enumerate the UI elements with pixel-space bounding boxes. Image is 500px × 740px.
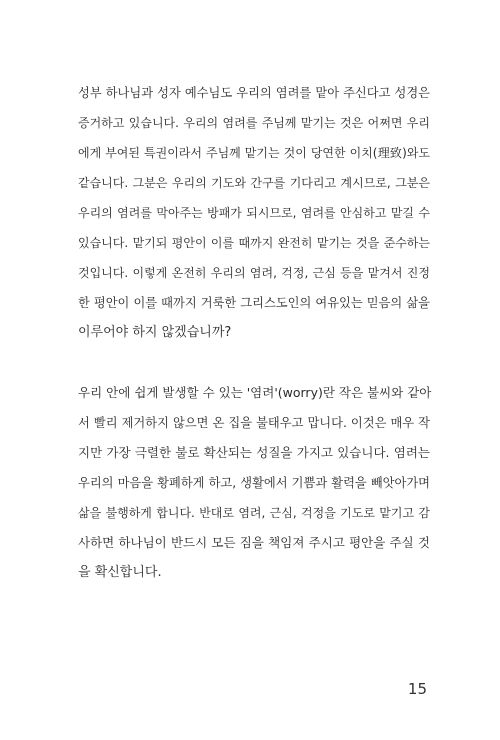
text-line: 것입니다. 이렇게 온전히 우리의 염려, 걱정, 근심 등을 맡겨서 진정: [78, 266, 430, 280]
text-line: 을 확신합니다.: [78, 565, 162, 580]
paragraph-2: [78, 378, 430, 588]
text-line: 에게 부여된 특권이라서 주님께 맡기는 것이 당연한 이치(理致)와도: [78, 146, 430, 160]
text-line: 이루어야 하지 않겠습니까?: [78, 325, 232, 340]
text-line: 우리의 마음을 황폐하게 하고, 생활에서 기쁨과 활력을 빼앗아가며: [78, 476, 430, 490]
text-line: 우리 안에 쉽게 발생할 수 있는 '염려'(worry)란 작은 불씨와 같아: [78, 385, 432, 400]
text-line: 성부 하나님과 성자 예수님도 우리의 염려를 맡아 주신다고 성경은: [78, 86, 430, 100]
body-text: [78, 78, 430, 588]
paragraph-spacer: [78, 348, 430, 378]
text-line: 있습니다. 맡기되 평안이 이를 때까지 완전히 맡기는 것을 준수하는: [78, 236, 430, 250]
text-line: 우리의 염려를 막아주는 방패가 되시므로, 염려를 안심하고 맡길 수: [78, 206, 430, 220]
text-line: 서 빨리 제거하지 않으면 온 집을 불태우고 맙니다. 이것은 매우 작: [78, 416, 430, 430]
text-line: 한 평안이 이를 때까지 거룩한 그리스도인의 여유있는 믿음의 삶을: [78, 296, 430, 310]
text-line: 삶을 불행하게 합니다. 반대로 염려, 근심, 걱정을 기도로 맡기고 감: [78, 506, 430, 520]
text-line: 사하면 하나님이 반드시 모든 짐을 책임져 주시고 평안을 주실 것: [78, 535, 430, 550]
paragraph-1: [78, 78, 430, 348]
text-line: 지만 가장 극렬한 불로 확산되는 성질을 가지고 있습니다. 염려는: [78, 445, 430, 460]
text-line: 증거하고 있습니다. 우리의 염려를 주님께 맡기는 것은 어쩌면 우리: [78, 116, 430, 130]
page-number: 15: [407, 680, 427, 698]
text-line: 같습니다. 그분은 우리의 기도와 간구를 기다리고 계시므로, 그분은: [78, 176, 430, 190]
